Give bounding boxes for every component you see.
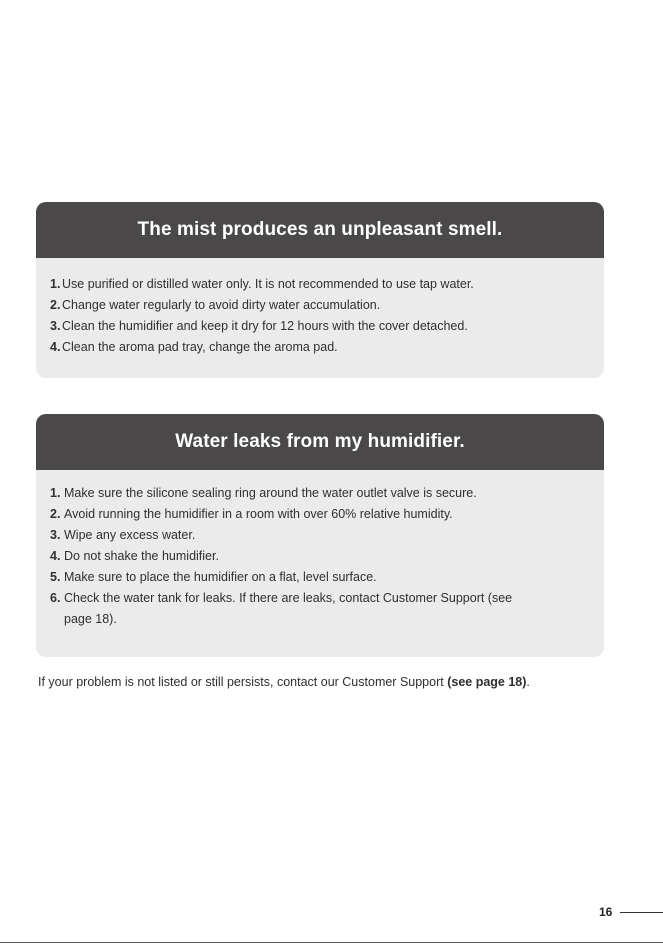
support-page-ref: (see page 18)	[447, 675, 527, 689]
item-number: 5.	[50, 570, 61, 584]
list-item	[50, 337, 590, 358]
bottom-rule	[0, 942, 663, 943]
item-number: 1.	[50, 277, 61, 291]
list-item	[50, 588, 590, 630]
card-title: The mist produces an unpleasant smell.	[36, 202, 604, 258]
item-text: Make sure the silicone sealing ring around the water outlet valve is secure.	[64, 486, 477, 500]
support-note-text: If your problem is not listed or still persists, contact our Customer Support	[38, 675, 448, 689]
support-note-end: .	[526, 675, 530, 689]
item-text: Do not shake the humidifier.	[64, 549, 219, 563]
item-text: Clean the aroma pad tray, change the aroma pad.	[62, 340, 338, 354]
item-text: Wipe any excess water.	[64, 528, 196, 542]
page-number-rule	[620, 912, 663, 913]
card-body	[36, 258, 604, 358]
list-item	[50, 483, 590, 504]
item-text: Use purified or distilled water only. It is not recommended to use tap water.	[62, 277, 474, 291]
troubleshoot-card-smell	[36, 202, 604, 378]
list-item	[50, 525, 590, 546]
item-text: Clean the humidifier and keep it dry for 12 hours with the cover detached.	[62, 319, 468, 333]
item-number: 2.	[50, 298, 61, 312]
support-note	[38, 675, 530, 689]
list-item	[50, 295, 590, 316]
item-text: Change water regularly to avoid dirty water accumulation.	[62, 298, 381, 312]
list-item	[50, 274, 590, 295]
list-item	[50, 316, 590, 337]
card-title: Water leaks from my humidifier.	[36, 414, 604, 470]
list-item	[50, 504, 590, 525]
item-number: 4.	[50, 340, 61, 354]
list-item	[50, 546, 590, 567]
card-body	[36, 470, 604, 630]
item-number: 2.	[50, 507, 61, 521]
item-number: 6.	[50, 591, 61, 605]
item-text: Make sure to place the humidifier on a flat, level surface.	[64, 570, 377, 584]
item-text: Avoid running the humidifier in a room with over 60% relative humidity.	[64, 507, 453, 521]
item-number: 4.	[50, 549, 61, 563]
item-number: 3.	[50, 528, 61, 542]
item-number: 3.	[50, 319, 61, 333]
page-number: 16	[599, 905, 613, 919]
list-item	[50, 567, 590, 588]
item-number: 1.	[50, 486, 61, 500]
item-text: Check the water tank for leaks. If there are leaks, contact Customer Support (see page 18).	[64, 591, 513, 626]
troubleshoot-card-leaks	[36, 414, 604, 657]
